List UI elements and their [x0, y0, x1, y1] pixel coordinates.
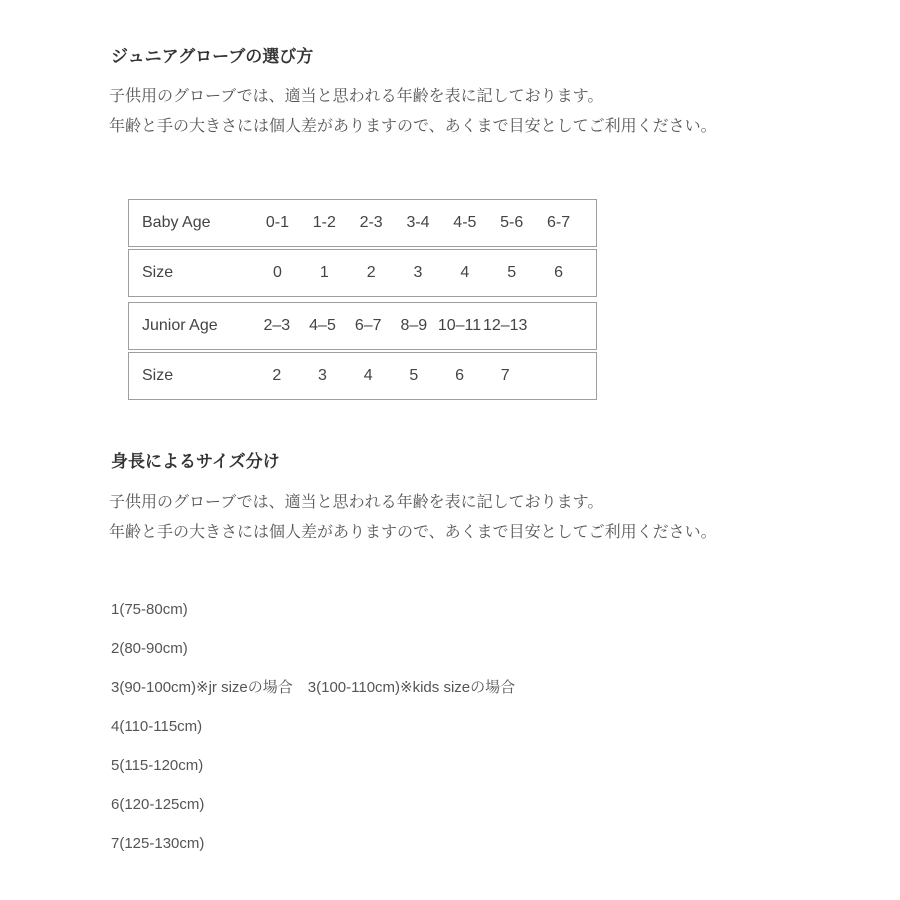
table-cell: 1	[319, 264, 329, 281]
junior-age-values	[254, 317, 596, 335]
table-cell: 2–3	[263, 317, 291, 334]
baby-age-values	[254, 214, 596, 232]
table-cell: 3-4	[406, 214, 430, 231]
glove-choice-section-title: ジュニアグローブの選び方	[111, 47, 314, 66]
intro-line-1: 子供用のグローブでは、適当と思われる年齢を表に記しております。	[109, 494, 604, 511]
table-cell: 8–9	[400, 317, 428, 334]
baby-size-table	[128, 199, 597, 297]
junior-size-row	[128, 352, 597, 400]
height-size-item: 6(120-125cm)	[111, 796, 205, 813]
table-cell: 6-7	[547, 214, 571, 231]
height-size-item: 7(125-130cm)	[111, 835, 205, 852]
junior-age-label: Junior Age	[142, 317, 218, 334]
table-cell: 4	[363, 367, 373, 384]
table-cell: 2-3	[359, 214, 383, 231]
height-size-item: 3(90-100cm)※jr sizeの場合 3(100-110cm)※kids sizeの場合	[111, 679, 516, 696]
height-size-item: 1(75-80cm)	[111, 601, 188, 618]
table-cell: 3	[318, 367, 327, 384]
table-cell: 12–13	[482, 317, 528, 334]
baby-size-row	[128, 249, 597, 297]
table-cell: 2	[366, 264, 376, 281]
table-cell: 5	[409, 367, 419, 384]
table-cell: 6–7	[354, 317, 382, 334]
table-cell: 5-6	[500, 214, 524, 231]
table-cell: 4-5	[453, 214, 477, 231]
table-cell: 4–5	[309, 317, 336, 334]
table-cell: 10–11	[437, 317, 482, 334]
baby-age-label: Baby Age	[142, 214, 211, 231]
baby-size-values	[254, 264, 596, 282]
table-cell: 6	[455, 367, 464, 384]
table-cell: 1-2	[312, 214, 336, 231]
table-cell: 0	[272, 264, 282, 281]
height-size-intro	[109, 488, 717, 548]
table-cell: 7	[500, 367, 510, 384]
intro-line-2: 年齢と手の大きさには個人差がありますので、あくまで目安としてご利用ください。	[109, 118, 717, 135]
table-cell: 2	[272, 367, 282, 384]
baby-age-row	[128, 199, 597, 247]
junior-size-label: Size	[142, 367, 174, 384]
junior-age-row	[128, 302, 597, 350]
junior-size-values	[254, 367, 596, 385]
table-cell: 0-1	[265, 214, 289, 231]
glove-choice-intro	[109, 82, 717, 142]
table-cell: 3	[413, 264, 423, 281]
intro-line-2: 年齢と手の大きさには個人差がありますので、あくまで目安としてご利用ください。	[109, 524, 717, 541]
baby-size-label: Size	[142, 264, 174, 281]
height-size-item: 4(110-115cm)	[111, 718, 203, 735]
height-size-item: 5(115-120cm)	[111, 757, 204, 774]
junior-size-table	[128, 302, 597, 400]
table-cell: 5	[507, 264, 517, 281]
height-size-list	[111, 590, 515, 863]
intro-line-1: 子供用のグローブでは、適当と思われる年齢を表に記しております。	[109, 88, 604, 105]
height-size-item: 2(80-90cm)	[111, 640, 188, 657]
table-cell: 6	[554, 264, 564, 281]
age-size-table	[128, 199, 597, 400]
height-size-section-title: 身長によるサイズ分け	[111, 452, 280, 471]
table-cell: 4	[460, 264, 470, 281]
